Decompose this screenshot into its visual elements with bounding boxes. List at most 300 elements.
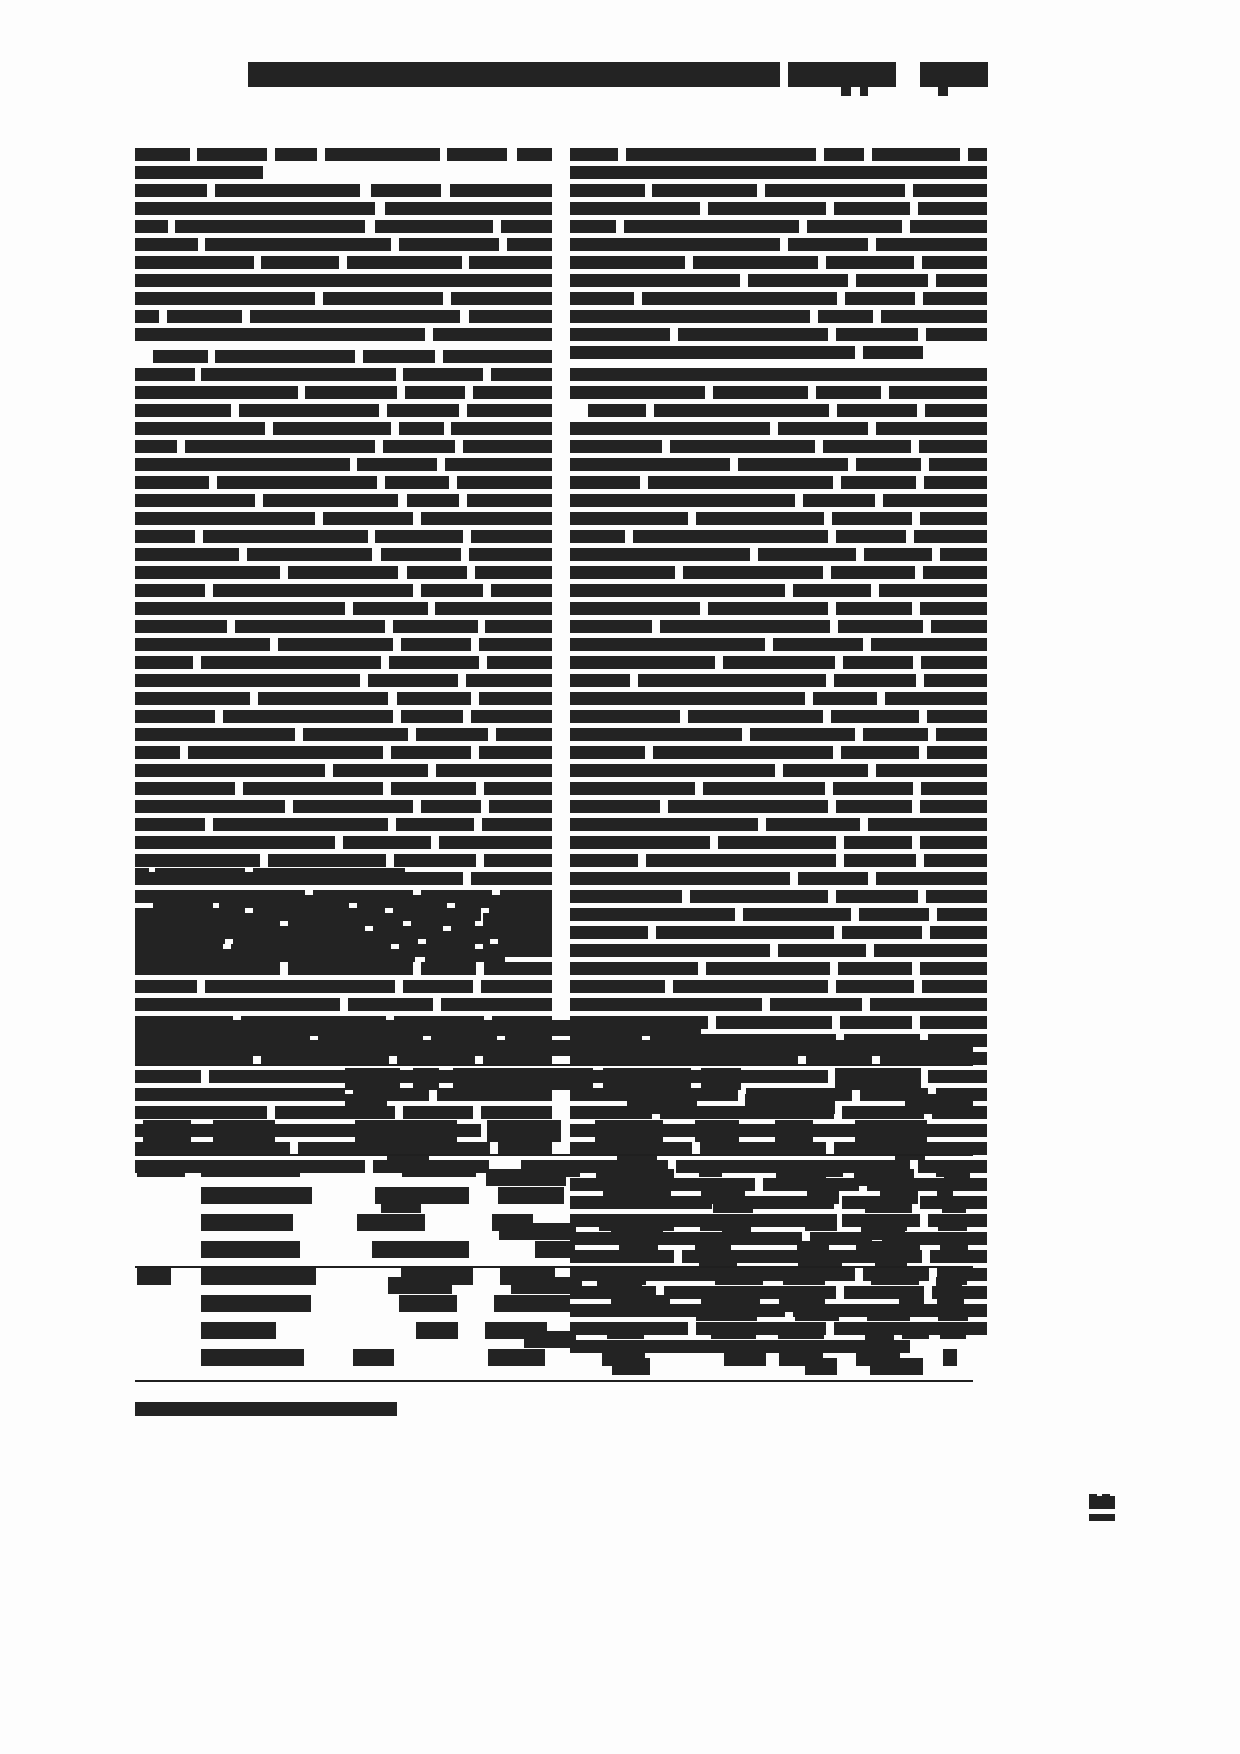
table-cell — [494, 1295, 570, 1312]
redaction-bar — [765, 184, 905, 197]
redaction-bar — [135, 440, 177, 453]
redaction-bar — [570, 566, 675, 579]
redaction-bar — [773, 638, 863, 651]
redacted-text-line — [570, 782, 987, 795]
redaction-bar — [926, 890, 987, 903]
redaction-bar — [185, 440, 375, 453]
redaction-bar — [831, 566, 915, 579]
redaction-bar — [570, 238, 780, 251]
table-cell — [711, 1322, 756, 1339]
redaction-bar — [793, 584, 871, 597]
redaction-bar — [467, 494, 552, 507]
table-block — [135, 1020, 973, 1384]
redaction-bar — [841, 746, 919, 759]
redaction-bar — [403, 980, 473, 993]
redacted-text-line — [570, 566, 987, 579]
redacted-text-line — [135, 494, 552, 507]
redaction-bar — [678, 328, 828, 341]
redaction-bar — [708, 202, 826, 215]
section-body-paragraph — [135, 895, 552, 967]
page-number-bar — [1089, 1496, 1115, 1509]
redaction-bar — [484, 854, 552, 867]
redaction-bar — [441, 998, 552, 1011]
table-cell — [783, 1268, 825, 1285]
redacted-text-line — [135, 949, 552, 962]
redacted-text-line — [135, 566, 552, 579]
redaction-bar — [491, 368, 552, 381]
title-redaction-bar — [248, 62, 780, 87]
redaction-bar — [770, 998, 862, 1011]
table-cell — [381, 1196, 421, 1213]
table-cell — [699, 1250, 737, 1267]
redaction-bar — [263, 494, 398, 507]
redaction-bar — [457, 476, 552, 489]
redaction-bar — [683, 566, 823, 579]
header-redaction-bar — [627, 1094, 697, 1114]
table-header-row — [135, 1068, 973, 1154]
redaction-bar — [570, 638, 765, 651]
redacted-text-line — [570, 620, 987, 633]
redaction-bar — [135, 422, 265, 435]
header-redaction-bar — [775, 1120, 813, 1142]
redaction-bar — [443, 350, 552, 363]
redacted-text-line — [570, 292, 987, 305]
redacted-text-line — [135, 184, 552, 197]
redaction-bar — [135, 458, 350, 471]
redaction-bar — [375, 220, 493, 233]
redaction-bar — [920, 602, 987, 615]
redaction-bar — [491, 584, 552, 597]
redaction-bar — [435, 602, 552, 615]
redacted-text-line — [135, 368, 552, 381]
table-cell — [854, 1169, 914, 1186]
redaction-bar — [863, 346, 923, 359]
redaction-bar — [570, 220, 616, 233]
redacted-text-line — [135, 746, 552, 759]
redaction-bar — [638, 674, 826, 687]
redaction-bar — [451, 422, 552, 435]
redacted-text-line — [135, 710, 552, 723]
redacted-text-line — [135, 458, 552, 471]
redaction-bar — [570, 548, 750, 561]
redacted-text-line — [570, 274, 987, 287]
title-redaction-bar — [920, 62, 988, 87]
redaction-bar — [927, 710, 987, 723]
redaction-bar — [570, 764, 775, 777]
redaction-bar — [243, 782, 383, 795]
redacted-text-line — [135, 220, 552, 233]
redaction-bar — [471, 872, 552, 885]
redaction-bar — [652, 184, 757, 197]
table-row-label — [201, 1241, 300, 1258]
table-row-label — [201, 1349, 304, 1366]
redaction-bar — [387, 404, 459, 417]
redaction-bar — [856, 274, 928, 287]
redaction-bar — [918, 202, 987, 215]
redaction-bar — [135, 494, 255, 507]
caption-redaction-bar — [135, 1020, 701, 1036]
table-row-label — [201, 1214, 293, 1231]
redaction-bar — [205, 980, 395, 993]
redaction-bar — [347, 256, 462, 269]
redaction-bar — [920, 836, 987, 849]
redacted-text-line — [570, 386, 987, 399]
redaction-bar — [843, 656, 913, 669]
redacted-text-line — [135, 931, 552, 944]
redaction-bar — [570, 184, 645, 197]
redaction-bar — [353, 602, 428, 615]
redaction-bar — [570, 584, 785, 597]
table-cell — [603, 1187, 671, 1204]
redacted-text-line — [570, 602, 987, 615]
redaction-bar — [913, 184, 987, 197]
table-cell — [511, 1277, 582, 1294]
table-cell — [597, 1277, 642, 1294]
redaction-bar — [844, 854, 916, 867]
paragraph — [570, 148, 987, 359]
redacted-text-line — [570, 710, 987, 723]
redacted-text-line — [135, 728, 552, 741]
redaction-bar — [778, 944, 866, 957]
redaction-bar — [135, 274, 552, 287]
redaction-bar — [135, 913, 280, 926]
redaction-bar — [135, 854, 260, 867]
redaction-bar — [570, 386, 705, 399]
redaction-bar — [135, 220, 168, 233]
redaction-bar — [570, 980, 665, 993]
table-cell — [353, 1349, 394, 1366]
redaction-bar — [223, 710, 393, 723]
redaction-bar — [927, 746, 987, 759]
table-cell — [372, 1241, 469, 1258]
table-cell — [402, 1160, 476, 1177]
table-cell — [399, 1295, 457, 1312]
redaction-bar — [135, 386, 298, 399]
redaction-bar — [926, 328, 987, 341]
redaction-bar — [371, 184, 441, 197]
table-row-label — [201, 1322, 276, 1339]
table-cell — [713, 1196, 753, 1213]
redacted-text-line — [135, 836, 552, 849]
redacted-text-line — [570, 346, 987, 359]
redaction-bar — [135, 746, 180, 759]
table-cell — [611, 1295, 670, 1312]
redacted-text-line — [570, 638, 987, 651]
redaction-bar — [570, 926, 648, 939]
table-cell — [696, 1304, 757, 1321]
redaction-bar — [489, 800, 552, 813]
redaction-bar — [357, 458, 437, 471]
redaction-bar — [656, 926, 834, 939]
header-redaction-bar — [695, 1120, 739, 1142]
table-cell — [724, 1349, 766, 1366]
table-cell — [524, 1331, 576, 1348]
redaction-bar — [914, 530, 987, 543]
redaction-bar — [570, 854, 638, 867]
redacted-text-line — [570, 962, 987, 975]
redaction-bar — [836, 328, 918, 341]
redaction-bar — [668, 800, 828, 813]
redaction-bar — [836, 530, 906, 543]
redaction-bar — [570, 998, 762, 1011]
table-cell — [795, 1304, 839, 1321]
redacted-text-line — [135, 692, 552, 705]
table-cell — [867, 1304, 910, 1321]
redaction-bar — [333, 764, 428, 777]
redacted-text-line — [570, 764, 987, 777]
redaction-bar — [823, 440, 911, 453]
redacted-text-line — [570, 746, 987, 759]
header-redaction-bar — [745, 1094, 835, 1114]
redaction-bar — [469, 548, 552, 561]
redaction-bar — [394, 854, 476, 867]
table-cell — [776, 1169, 826, 1186]
redaction-bar — [401, 710, 463, 723]
redaction-bar — [885, 692, 987, 705]
redaction-bar — [135, 328, 425, 341]
redaction-bar — [397, 692, 471, 705]
redaction-bar — [463, 440, 552, 453]
redaction-bar — [876, 238, 987, 251]
redaction-bar — [570, 310, 810, 323]
redaction-bar — [788, 238, 868, 251]
redaction-bar — [633, 530, 828, 543]
redaction-bar — [845, 292, 915, 305]
redaction-bar — [498, 931, 552, 944]
redacted-text-line — [570, 854, 987, 867]
redaction-bar — [439, 836, 552, 849]
redaction-bar — [421, 800, 481, 813]
redacted-text-line — [570, 836, 987, 849]
paragraph — [135, 895, 552, 962]
header-redaction-bar — [345, 1068, 400, 1090]
redaction-bar — [836, 602, 912, 615]
table-cell — [722, 1223, 751, 1240]
redaction-bar — [391, 782, 476, 795]
redacted-text-line — [570, 998, 987, 1011]
redaction-bar — [688, 710, 823, 723]
redacted-text-line — [570, 908, 987, 921]
redaction-bar — [483, 913, 552, 926]
redaction-bar — [936, 274, 987, 287]
redacted-text-line — [135, 476, 552, 489]
redaction-bar — [425, 949, 505, 962]
redaction-bar — [940, 548, 987, 561]
title-redaction-bar — [841, 87, 851, 96]
redaction-bar — [487, 656, 552, 669]
redaction-bar — [836, 800, 912, 813]
redaction-bar — [421, 584, 483, 597]
redaction-bar — [368, 674, 458, 687]
redaction-bar — [803, 494, 875, 507]
redacted-text-line — [570, 166, 987, 179]
redacted-text-line — [135, 782, 552, 795]
redacted-text-line — [135, 584, 552, 597]
redacted-text-line — [135, 913, 552, 926]
redaction-bar — [135, 530, 195, 543]
redacted-text-line — [135, 256, 552, 269]
redaction-bar — [268, 854, 386, 867]
redaction-bar — [921, 656, 987, 669]
table-row-group-label — [137, 1268, 171, 1285]
redaction-bar — [383, 440, 455, 453]
redaction-bar — [838, 620, 923, 633]
header-redaction-bar — [905, 1094, 973, 1114]
redaction-bar — [931, 620, 987, 633]
header-redaction-bar — [453, 1068, 593, 1090]
redaction-bar — [920, 512, 987, 525]
table-header-rule — [135, 1154, 973, 1156]
redaction-bar — [288, 566, 398, 579]
redaction-bar — [469, 256, 552, 269]
redaction-bar — [570, 328, 670, 341]
redacted-text-line — [135, 166, 552, 179]
redaction-bar — [690, 890, 828, 903]
redaction-bar — [385, 202, 552, 215]
redaction-bar — [135, 949, 415, 962]
table-cell — [498, 1187, 564, 1204]
redacted-text-line — [570, 890, 987, 903]
redacted-text-line — [135, 422, 552, 435]
redaction-bar — [813, 692, 877, 705]
redaction-bar — [135, 310, 159, 323]
redaction-bar — [570, 256, 685, 269]
redaction-bar — [922, 980, 987, 993]
redaction-bar — [481, 980, 552, 993]
redacted-text-line — [570, 238, 987, 251]
redaction-bar — [921, 782, 987, 795]
redacted-text-line — [135, 404, 552, 417]
redaction-bar — [937, 908, 987, 921]
redacted-text-line — [135, 980, 552, 993]
redaction-bar — [879, 584, 987, 597]
redaction-bar — [818, 310, 873, 323]
redacted-text-line — [570, 692, 987, 705]
redaction-bar — [831, 710, 919, 723]
redaction-bar — [841, 476, 916, 489]
table-cell — [388, 1277, 452, 1294]
redaction-bar — [213, 584, 413, 597]
redaction-bar — [135, 674, 360, 687]
page-number-bar — [1089, 1514, 1115, 1521]
heading-redaction-bar — [135, 868, 149, 885]
redacted-text-line — [135, 818, 552, 831]
caption-redaction-bar — [135, 1040, 973, 1056]
redacted-text-line — [135, 530, 552, 543]
redaction-bar — [175, 220, 365, 233]
redaction-bar — [135, 238, 198, 251]
redaction-bar — [570, 692, 805, 705]
redaction-bar — [135, 476, 209, 489]
redaction-bar — [718, 836, 836, 849]
redaction-bar — [758, 548, 856, 561]
redaction-bar — [856, 458, 921, 471]
footnote-redaction-bar — [135, 1402, 397, 1416]
table-cell — [805, 1358, 837, 1375]
redaction-bar — [570, 422, 770, 435]
redaction-bar — [570, 746, 645, 759]
redacted-text-line — [135, 800, 552, 813]
redaction-bar — [919, 440, 987, 453]
redaction-bar — [570, 818, 758, 831]
redaction-bar — [924, 476, 987, 489]
redaction-bar — [889, 386, 987, 399]
table-cell — [715, 1268, 763, 1285]
redacted-text-line — [135, 998, 552, 1011]
redacted-text-line — [135, 602, 552, 615]
redaction-bar — [393, 620, 478, 633]
redaction-bar — [363, 350, 435, 363]
table-cell — [936, 1277, 962, 1294]
paragraph — [135, 148, 552, 341]
redaction-bar — [936, 728, 987, 741]
redacted-text-line — [135, 764, 552, 777]
redacted-text-line — [570, 256, 987, 269]
redaction-bar — [135, 566, 280, 579]
redaction-bar — [748, 274, 848, 287]
redaction-bar — [135, 256, 254, 269]
redaction-bar — [660, 620, 830, 633]
table-cell — [619, 1241, 658, 1258]
redaction-bar — [135, 980, 197, 993]
redaction-bar — [247, 548, 372, 561]
redacted-text-line — [135, 350, 552, 363]
redaction-bar — [876, 422, 987, 435]
redaction-bar — [479, 692, 552, 705]
redaction-bar — [389, 656, 479, 669]
redaction-bar — [135, 692, 250, 705]
table-row-label — [201, 1295, 311, 1312]
redacted-text-line — [570, 530, 987, 543]
redaction-bar — [570, 656, 715, 669]
redaction-bar — [570, 620, 652, 633]
redaction-bar — [135, 584, 205, 597]
redaction-bar — [836, 890, 918, 903]
redaction-bar — [570, 944, 770, 957]
redacted-text-line — [570, 512, 987, 525]
redaction-bar — [624, 220, 799, 233]
redaction-bar — [570, 148, 618, 161]
redaction-bar — [588, 404, 646, 417]
table-cell — [944, 1169, 970, 1186]
redaction-bar — [250, 310, 460, 323]
title-redaction-bar — [938, 87, 948, 96]
redaction-bar — [570, 458, 730, 471]
redacted-text-line — [570, 494, 987, 507]
table-caption — [135, 1020, 973, 1064]
redaction-bar — [920, 962, 987, 975]
redaction-bar — [570, 494, 795, 507]
header-redaction-bar — [345, 1094, 387, 1114]
redaction-bar — [670, 440, 815, 453]
redacted-text-line — [570, 944, 987, 957]
redaction-bar — [421, 512, 552, 525]
redaction-bar — [929, 458, 987, 471]
redaction-bar — [201, 368, 396, 381]
redaction-bar — [396, 818, 474, 831]
redaction-bar — [135, 512, 315, 525]
redacted-text-line — [570, 800, 987, 813]
table-row-label — [201, 1187, 312, 1204]
redacted-text-line — [570, 458, 987, 471]
redaction-bar — [646, 854, 836, 867]
redaction-bar — [135, 998, 340, 1011]
table-cell — [488, 1349, 545, 1366]
redaction-bar — [323, 512, 413, 525]
redaction-bar — [570, 728, 742, 741]
redaction-bar — [923, 566, 987, 579]
redaction-bar — [570, 368, 987, 381]
